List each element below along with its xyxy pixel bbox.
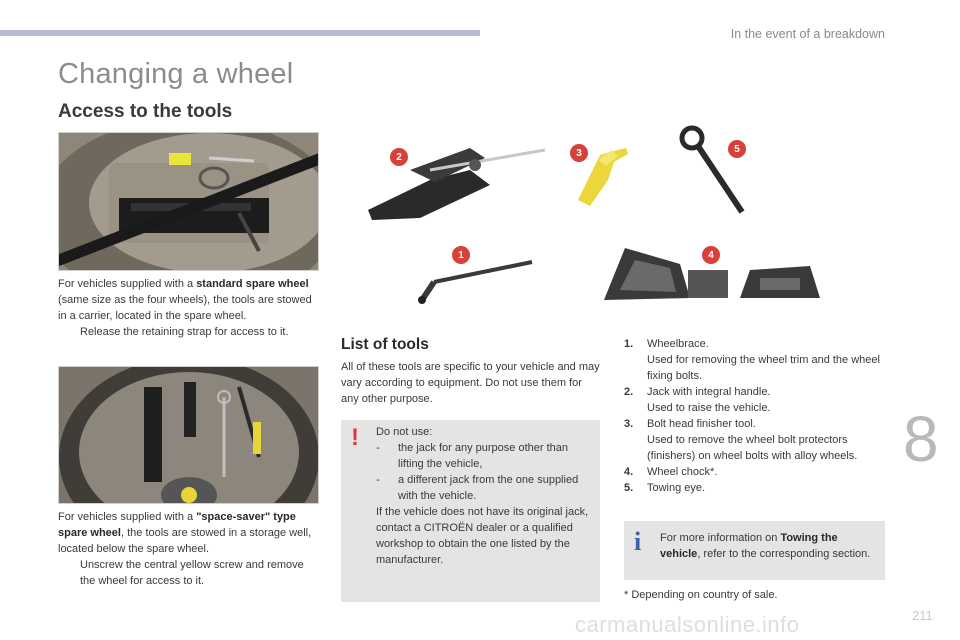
warning-outro: If the vehicle does not have its original jack, contact a CITROËN dealer or a qualified workshop to obtain the one listed by the manufacturer. [376, 506, 589, 566]
tool-item-3: 3. Bolt head finisher tool. Used to remove the wheel bolt protectors (finishers) on wheel bolts with alloy wheels. [624, 418, 858, 462]
section-title: In the event of a breakdown [730, 27, 885, 41]
page-number: 211 [912, 608, 933, 623]
tool-tag-3: 3 [570, 144, 588, 162]
jack-illustration [360, 140, 560, 230]
warning-intro: Do not use: [376, 426, 433, 438]
warning-item: - the jack for any purpose other than lifting the vehicle, [376, 442, 568, 470]
space-saver-text: For vehicles supplied with a "space-saver" type spare wheel, the tools are stowed in a storage well, located below the spare wheel. Unscrew the central yellow screw and remove the wheel for access to it. [58, 511, 312, 587]
tool-item-5: 5. Towing eye. [624, 482, 706, 494]
footnote: * Depending on country of sale. [624, 589, 778, 601]
towing-eye-illustration [670, 120, 760, 220]
page-subtitle: Access to the tools [58, 101, 233, 122]
chapter-number: 8 [903, 403, 939, 475]
bolt-finisher-illustration [568, 140, 638, 210]
list-of-tools-intro: All of these tools are specific to your vehicle and may vary according to equipment. Do not use them for any other purpose. [341, 361, 600, 405]
bullet-symbol [58, 557, 80, 589]
bullet-symbol [58, 324, 80, 340]
tool-item-4: 4. Wheel chock*. [624, 466, 718, 478]
warning-item: - a different jack from the one supplied with the vehicle. [376, 474, 579, 502]
tool-item-1: 1. Wheelbrace. Used for removing the wheel trim and the wheel fixing bolts. [624, 338, 880, 382]
tool-tag-5: 5 [728, 140, 746, 158]
watermark: carmanualsonline.info [575, 612, 800, 637]
tool-tag-2: 2 [390, 148, 408, 166]
warning-icon: ! [351, 424, 359, 451]
tool-tag-4: 4 [702, 246, 720, 264]
tools-numbered-list [624, 336, 886, 496]
tool-item-2: 2. Jack with integral handle. Used to raise the vehicle. [624, 386, 771, 414]
page-title: Changing a wheel [58, 58, 294, 90]
tool-tag-1: 1 [452, 246, 470, 264]
space-saver-well-photo [58, 366, 319, 504]
wheel-chock-illustration [600, 240, 825, 305]
standard-spare-wheel-text: For vehicles supplied with a standard spare wheel (same size as the four wheels), the tools are stowed in a carrier, located in the spare wheel. Release the retaining strap for access to it. [58, 278, 312, 338]
wheelbrace-illustration [410, 240, 540, 305]
header-accent-bar [0, 30, 480, 36]
standard-spare-wheel-photo [58, 132, 319, 271]
info-text: For more information on Towing the vehicle, refer to the corresponding section. [660, 532, 871, 560]
info-box [624, 521, 885, 580]
list-of-tools-title: List of tools [341, 336, 429, 353]
info-icon: i [634, 527, 642, 556]
warning-box [341, 420, 600, 602]
